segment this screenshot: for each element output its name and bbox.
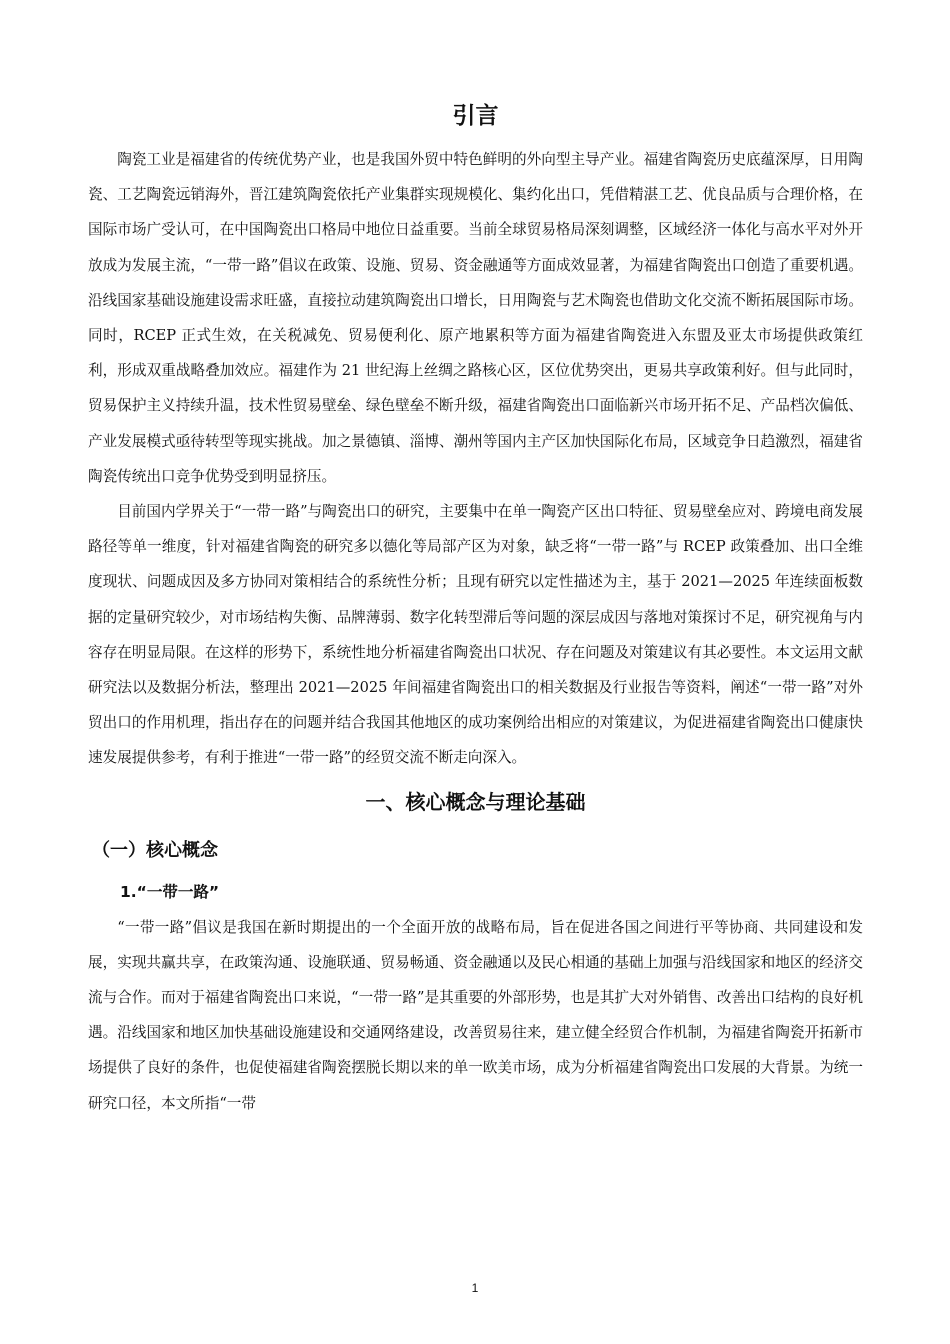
section-paragraph: “一带一路”倡议是我国在新时期提出的一个全面开放的战略布局，旨在促进各国之间进行平等协商、共同建设和发展，实现共赢共享，在政策沟通、设施联通、贸易畅通、资金融通以及民心相通的基础上加强与沿线国家和地区的经济交流与合作。而对于福建省陶瓷出口来说，“一带一路”是其重要的外部形势，也是其扩大对外销售、改善出口结构的良好机遇。沿线国家和地区加快基础设施建设和交通网络建设，改善贸易往来，建立健全经贸合作机制，为福建省陶瓷开拓新市场提供了良好的条件，也促使福建省陶瓷摆脱长期以来的单一欧美市场，成为分析福建省陶瓷出口发展的大背景。为统一研究口径，本文所指“一带	[88, 918, 863, 1112]
subsubsection-heading: 1.“一带一路”	[120, 882, 220, 901]
intro-heading: 引言	[452, 103, 499, 129]
section-heading: 一、核心概念与理论基础	[365, 789, 586, 814]
subsection-heading: （一）核心概念	[92, 839, 218, 861]
page-number: 1	[471, 1281, 479, 1295]
intro-paragraph-2: 目前国内学界关于“一带一路”与陶瓷出口的研究，主要集中在单一陶瓷产区出口特征、贸易壁垒应对、跨境电商发展路径等单一维度，针对福建省陶瓷的研究多以德化等局部产区为对象，缺乏将“一带一路”与 RCEP 政策叠加、出口全维度现状、问题成因及多方协同对策相结合的系统性分析；且现有研究以定性描述为主，基于 2021—2025 年连续面板数据的定量研究较少，对市场结构失衡、品牌薄弱、数字化转型滞后等问题的深层成因与落地对策探讨不足，研究视角与内容存在明显局限。在这样的形势下，系统性地分析福建省陶瓷出口状况、存在问题及对策建议有其必要性。本文运用文献研究法以及数据分析法，整理出 2021—2025 年间福建省陶瓷出口的相关数据及行业报告等资料，阐述“一带一路”对外贸出口的作用机理，指出存在的问题并结合我国其他地区的成功案例给出相应的对策建议，为促进福建省陶瓷出口健康快速发展提供参考，有利于推进“一带一路”的经贸交流不断走向深入。	[88, 503, 863, 767]
page-content	[88, 96, 863, 1121]
intro-paragraph-1: 陶瓷工业是福建省的传统优势产业，也是我国外贸中特色鲜明的外向型主导产业。福建省陶瓷历史底蕴深厚，日用陶瓷、工艺陶瓷远销海外，晋江建筑陶瓷依托产业集群实现规模化、集约化出口，凭借精湛工艺、优良品质与合理价格，在国际市场广受认可，在中国陶瓷出口格局中地位日益重要。当前全球贸易格局深刻调整，区域经济一体化与高水平对外开放成为发展主流，“一带一路”倡议在政策、设施、贸易、资金融通等方面成效显著，为福建省陶瓷出口创造了重要机遇。沿线国家基础设施建设需求旺盛，直接拉动建筑陶瓷出口增长，日用陶瓷与艺术陶瓷也借助文化交流不断拓展国际市场。同时，RCEP 正式生效，在关税减免、贸易便利化、原产地累积等方面为福建省陶瓷进入东盟及亚太市场提供政策红利，形成双重战略叠加效应。福建作为 21 世纪海上丝绸之路核心区，区位优势突出，更易共享政策利好。但与此同时，贸易保护主义持续升温，技术性贸易壁垒、绿色壁垒不断升级，福建省陶瓷出口面临新兴市场开拓不足、产品档次偏低、产业发展模式亟待转型等现实挑战。加之景德镇、淄博、潮州等国内主产区加快国际化布局，区域竞争日趋激烈，福建省陶瓷传统出口竞争优势受到明显挤压。	[88, 151, 863, 485]
